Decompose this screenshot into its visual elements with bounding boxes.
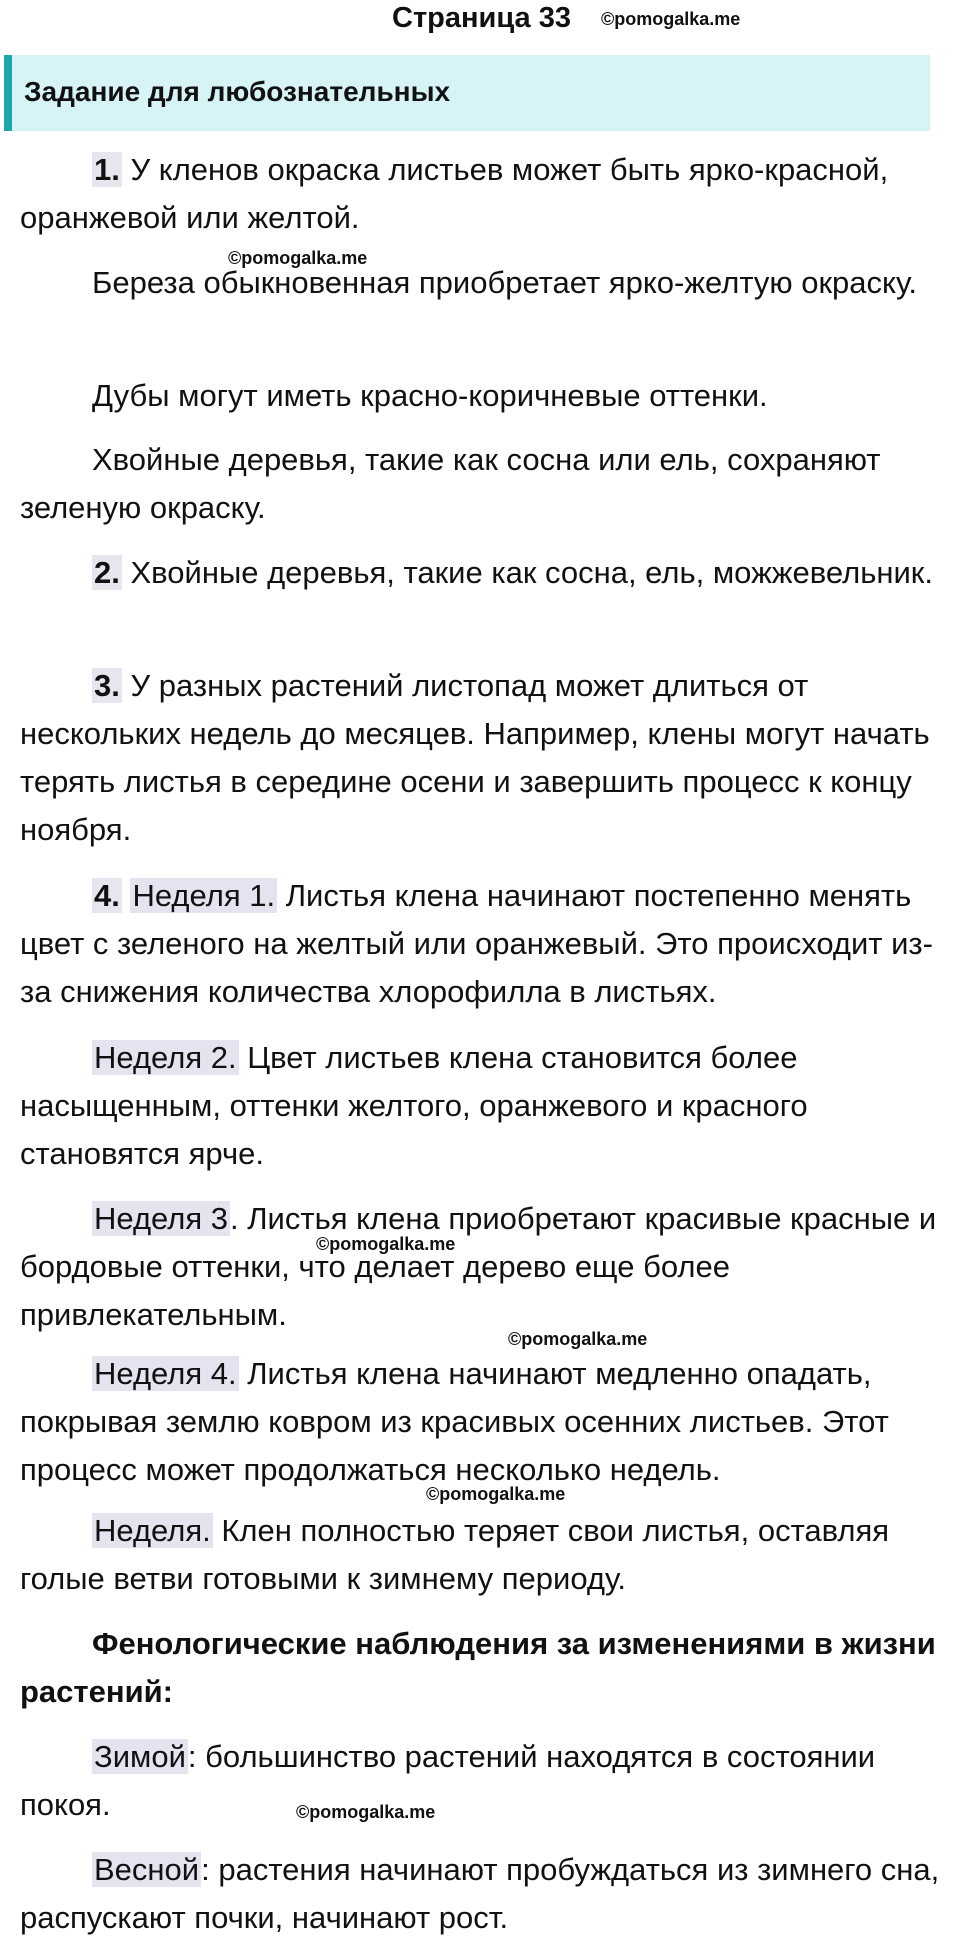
paragraph-8	[20, 1034, 955, 1178]
season-label: Весной	[94, 1852, 200, 1887]
paragraph-text: У кленов окраска листьев может быть ярко-красной, оранжевой или желтой.	[20, 152, 889, 235]
paragraph-6	[20, 662, 955, 854]
week-label: Неделя 3	[94, 1201, 228, 1236]
paragraph-4	[20, 436, 955, 532]
page-title: Страница 33	[392, 2, 571, 34]
paragraph-text: Дубы могут иметь красно-коричневые оттенки.	[92, 378, 768, 413]
paragraph-11	[20, 1507, 955, 1603]
paragraph-1	[20, 146, 955, 242]
section-heading: Фенологические наблюдения за изменениями в жизни растений:	[20, 1626, 936, 1709]
item-number: 3.	[94, 668, 120, 703]
watermark: ©pomogalka.me	[316, 1234, 456, 1254]
paragraph-text: . Листья клена приобретают красивые красные и бордовые оттенки, что делает дерево еще более привлекательным.	[20, 1201, 937, 1332]
paragraph-14	[20, 1846, 955, 1942]
paragraph-text: Листья клена начинают постепенно менять цвет с зеленого на желтый или оранжевый. Это происходит из-за снижения количества хлорофилла в листьях.	[20, 878, 933, 1009]
paragraph-text: : растения начинают пробуждаться из зимнего сна, распускают почки, начинают рост.	[20, 1852, 940, 1935]
paragraph-3	[20, 372, 955, 420]
paragraph-10	[20, 1350, 955, 1494]
item-number: 4.	[94, 878, 120, 913]
paragraph-9	[20, 1195, 955, 1339]
page-header	[0, 2, 960, 38]
paragraph-13	[20, 1733, 955, 1829]
watermark: ©pomogalka.me	[228, 248, 368, 268]
paragraph-text: Хвойные деревья, такие как сосна или ель, сохраняют зеленую окраску.	[20, 442, 881, 525]
item-number: 1.	[94, 152, 120, 187]
watermark: ©pomogalka.me	[426, 1484, 566, 1504]
item-number: 2.	[94, 555, 120, 590]
week-label: Неделя 4.	[94, 1356, 237, 1391]
season-label: Зимой	[94, 1739, 186, 1774]
header-watermark: ©pomogalka.me	[601, 9, 741, 29]
week-label: Неделя 1.	[132, 878, 276, 913]
paragraph-text: Клен полностью теряет свои листья, оставляя голые ветви готовыми к зимнему периоду.	[20, 1513, 890, 1596]
paragraph-text: Хвойные деревья, такие как сосна, ель, можжевельник.	[121, 555, 933, 590]
watermark: ©pomogalka.me	[296, 1802, 436, 1822]
watermark: ©pomogalka.me	[508, 1329, 648, 1349]
paragraph-text: : большинство растений находятся в состоянии покоя.	[20, 1739, 876, 1822]
paragraph-text: У разных растений листопад может длиться от нескольких недель до месяцев. Например, клены могут начать терять листья в середине осени и завершить процесс к концу ноября.	[20, 668, 930, 847]
task-header-bar	[4, 55, 930, 131]
paragraph-text: Цвет листьев клена становится более насыщенным, оттенки желтого, оранжевого и красного становятся ярче.	[20, 1040, 808, 1171]
week-label: Неделя 2.	[94, 1040, 237, 1075]
paragraph-5	[20, 549, 955, 597]
paragraph-heading-phenology	[20, 1620, 955, 1716]
paragraph-text: Береза обыкновенная приобретает ярко-желтую окраску.	[92, 265, 917, 300]
paragraph-2	[20, 259, 955, 307]
week-label: Неделя.	[94, 1513, 211, 1548]
paragraph-7	[20, 872, 955, 1016]
task-title: Задание для любознательных	[24, 76, 451, 107]
paragraph-text: Листья клена начинают медленно опадать, покрывая землю ковром из красивых осенних листьев. Этот процесс может продолжаться несколько недель.	[20, 1356, 889, 1487]
